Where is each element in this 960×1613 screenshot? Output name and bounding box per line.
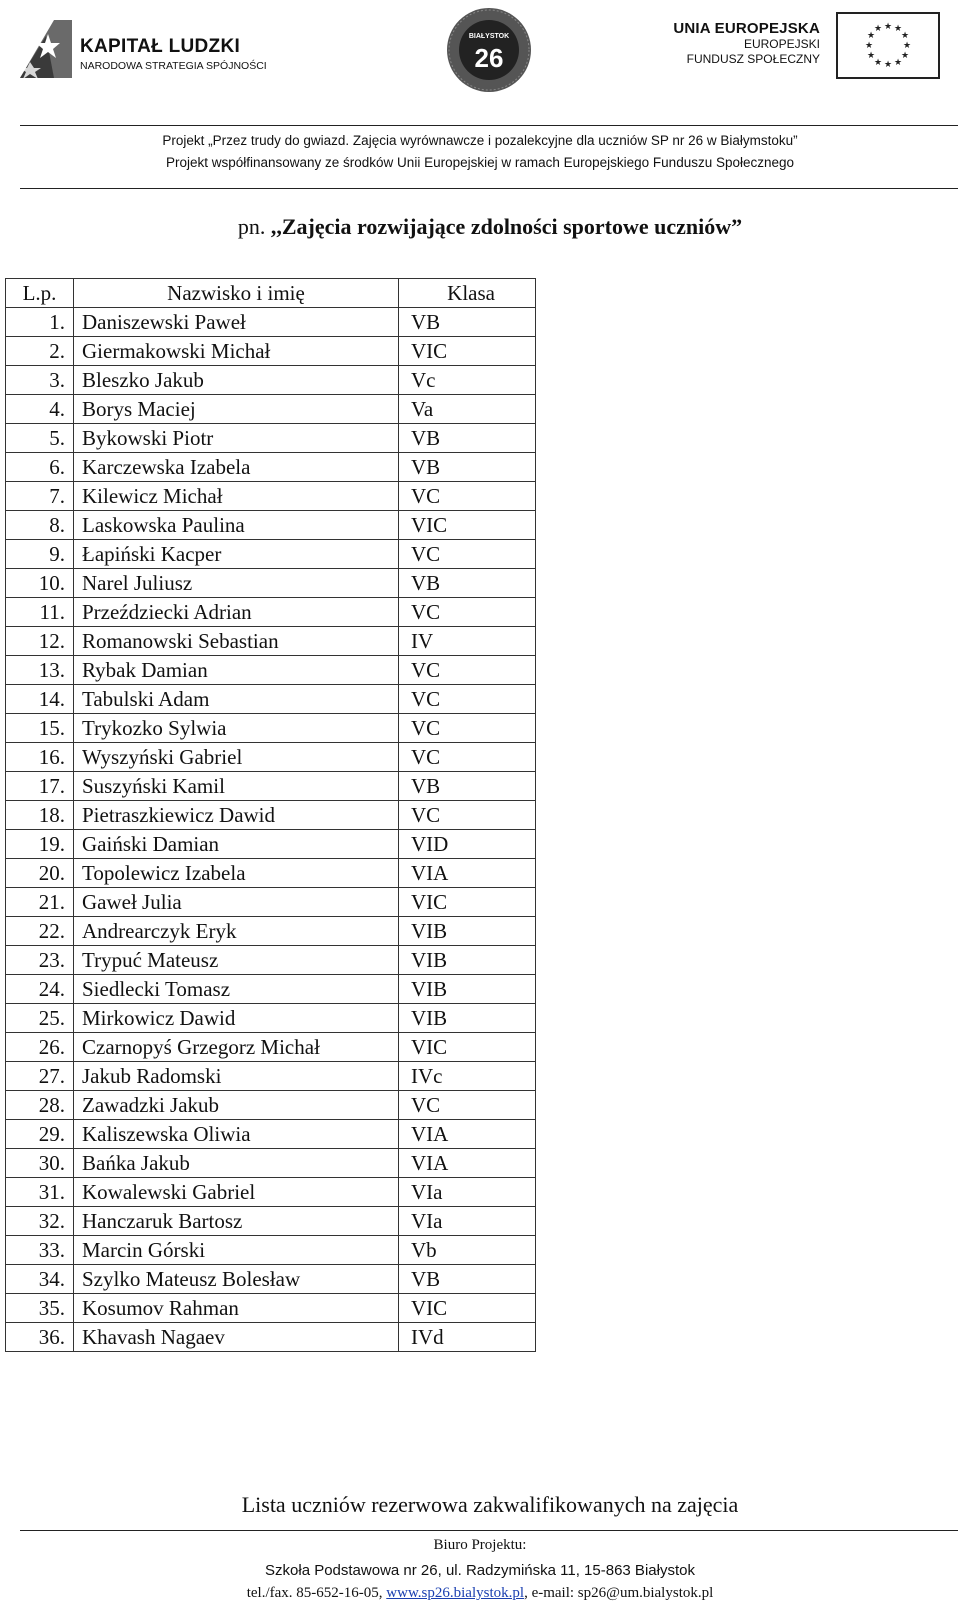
table-row [6, 1062, 536, 1091]
row-lp: 1. [6, 308, 74, 337]
row-name: Trypuć Mateusz [74, 946, 399, 975]
row-lp: 2. [6, 337, 74, 366]
row-name: Trykozko Sylwia [74, 714, 399, 743]
row-class: VIA [399, 859, 536, 888]
row-class: IVc [399, 1062, 536, 1091]
reserve-list-title: Lista uczniów rezerwowa zakwalifikowanych na zajęcia [241, 1492, 739, 1517]
row-name: Kaliszewska Oliwia [74, 1120, 399, 1149]
row-lp: 20. [6, 859, 74, 888]
row-name: Jakub Radomski [74, 1062, 399, 1091]
row-name: Narel Juliusz [74, 569, 399, 598]
row-lp: 3. [6, 366, 74, 395]
header-rule-bottom [20, 188, 958, 189]
row-name: Topolewicz Izabela [74, 859, 399, 888]
table-row [6, 366, 536, 395]
table-row [6, 772, 536, 801]
row-name: Szylko Mateusz Bolesław [74, 1265, 399, 1294]
row-lp: 9. [6, 540, 74, 569]
svg-text:★: ★ [902, 41, 912, 51]
row-name: Suszyński Kamil [74, 772, 399, 801]
kapital-ludzki-title: KAPITAŁ LUDZKI [80, 36, 241, 57]
row-lp: 14. [6, 685, 74, 714]
row-name: Daniszewski Paweł [74, 308, 399, 337]
table-row [6, 1323, 536, 1352]
row-class: VB [399, 424, 536, 453]
row-class: VIC [399, 1294, 536, 1323]
table-row [6, 656, 536, 685]
row-class: VIC [399, 511, 536, 540]
table-row [6, 569, 536, 598]
row-name: Siedlecki Tomasz [74, 975, 399, 1004]
badge-number: 26 [474, 43, 504, 73]
row-name: Zawadzki Jakub [74, 1091, 399, 1120]
svg-text:★: ★ [893, 58, 903, 68]
row-name: Rybak Damian [74, 656, 399, 685]
row-name: Bleszko Jakub [74, 366, 399, 395]
svg-text:★: ★ [864, 41, 874, 51]
footer-contact [0, 1585, 960, 1602]
row-name: Gaweł Julia [74, 888, 399, 917]
badge-city: BIAŁYSTOK [468, 33, 510, 40]
title-prefix: pn. [237, 214, 271, 239]
header-class: Klasa [399, 279, 536, 308]
row-class: VIB [399, 1004, 536, 1033]
table-header-row [6, 279, 536, 308]
row-lp: 15. [6, 714, 74, 743]
row-lp: 12. [6, 627, 74, 656]
row-lp: 7. [6, 482, 74, 511]
row-name: Kosumov Rahman [74, 1294, 399, 1323]
row-name: Kilewicz Michał [74, 482, 399, 511]
row-lp: 17. [6, 772, 74, 801]
student-table [5, 278, 536, 1352]
row-class: VC [399, 482, 536, 511]
table-row [6, 685, 536, 714]
row-lp: 8. [6, 511, 74, 540]
footer-website-link[interactable]: www.sp26.bialystok.pl [386, 1585, 525, 1601]
svg-text:★: ★ [883, 60, 893, 70]
table-row [6, 1265, 536, 1294]
table-row [6, 308, 536, 337]
row-lp: 27. [6, 1062, 74, 1091]
svg-text:★: ★ [893, 24, 903, 34]
row-name: Gaiński Damian [74, 830, 399, 859]
row-lp: 21. [6, 888, 74, 917]
table-row [6, 946, 536, 975]
table-row [6, 1091, 536, 1120]
footer-email: , e-mail: sp26@um.bialystok.pl [524, 1585, 714, 1601]
row-name: Marcin Górski [74, 1236, 399, 1265]
row-lp: 16. [6, 743, 74, 772]
row-class: VB [399, 1265, 536, 1294]
row-class: VC [399, 714, 536, 743]
row-name: Pietraszkiewicz Dawid [74, 801, 399, 830]
header-rule-top [20, 125, 958, 126]
table-row [6, 714, 536, 743]
svg-text:★: ★ [883, 22, 893, 32]
table-row [6, 1120, 536, 1149]
row-class: VC [399, 598, 536, 627]
row-name: Tabulski Adam [74, 685, 399, 714]
row-lp: 10. [6, 569, 74, 598]
row-class: VIB [399, 975, 536, 1004]
row-class: VB [399, 569, 536, 598]
row-name: Przeździecki Adrian [74, 598, 399, 627]
header-lp: L.p. [6, 279, 74, 308]
row-lp: 26. [6, 1033, 74, 1062]
row-class: VIa [399, 1178, 536, 1207]
table-row [6, 598, 536, 627]
row-class: VB [399, 453, 536, 482]
project-line-1: Projekt „Przez trudy do gwiazd. Zajęcia wyrównawcze i pozalekcyjne dla uczniów SP nr 26 w Białymstoku” [162, 133, 798, 148]
row-class: VC [399, 1091, 536, 1120]
row-name: Bańka Jakub [74, 1149, 399, 1178]
row-lp: 35. [6, 1294, 74, 1323]
row-lp: 6. [6, 453, 74, 482]
row-lp: 18. [6, 801, 74, 830]
row-class: Vb [399, 1236, 536, 1265]
row-class: VIC [399, 337, 536, 366]
table-row [6, 1004, 536, 1033]
row-name: Mirkowicz Dawid [74, 1004, 399, 1033]
row-class: VB [399, 308, 536, 337]
table-row [6, 337, 536, 366]
row-class: VC [399, 801, 536, 830]
row-class: Va [399, 395, 536, 424]
svg-text:★: ★ [866, 31, 876, 41]
row-lp: 28. [6, 1091, 74, 1120]
svg-text:★: ★ [873, 24, 883, 34]
row-lp: 34. [6, 1265, 74, 1294]
row-class: VIA [399, 1120, 536, 1149]
eu-flag-icon [836, 12, 940, 79]
row-lp: 11. [6, 598, 74, 627]
row-lp: 5. [6, 424, 74, 453]
table-row [6, 1294, 536, 1323]
row-class: VIC [399, 1033, 536, 1062]
row-class: Vc [399, 366, 536, 395]
svg-text:★: ★ [873, 58, 883, 68]
title-text: ,,Zajęcia rozwijające zdolności sportowe uczniów” [270, 214, 743, 239]
table-row [6, 975, 536, 1004]
row-class: VIC [399, 888, 536, 917]
row-lp: 24. [6, 975, 74, 1004]
row-lp: 22. [6, 917, 74, 946]
row-name: Giermakowski Michał [74, 337, 399, 366]
row-class: IVd [399, 1323, 536, 1352]
row-class: VIa [399, 1207, 536, 1236]
eu-text-block [670, 20, 820, 67]
row-name: Laskowska Paulina [74, 511, 399, 540]
table-row [6, 917, 536, 946]
table-row [6, 830, 536, 859]
project-line-2: Projekt współfinansowany ze środków Unii Europejskiej w ramach Europejskiego Funduszu Społecznego [165, 155, 795, 170]
row-lp: 29. [6, 1120, 74, 1149]
eu-line2: EUROPEJSKI [743, 37, 820, 51]
row-class: VC [399, 656, 536, 685]
table-row [6, 1207, 536, 1236]
row-lp: 30. [6, 1149, 74, 1178]
row-lp: 13. [6, 656, 74, 685]
document-title [0, 214, 960, 240]
footer-phone: tel./fax. 85-652-16-05, [246, 1585, 387, 1601]
table-row [6, 453, 536, 482]
row-name: Wyszyński Gabriel [74, 743, 399, 772]
row-lp: 36. [6, 1323, 74, 1352]
row-name: Andrearczyk Eryk [74, 917, 399, 946]
table-row [6, 743, 536, 772]
row-lp: 23. [6, 946, 74, 975]
row-lp: 31. [6, 1178, 74, 1207]
svg-text:★: ★ [866, 51, 876, 61]
row-class: VIA [399, 1149, 536, 1178]
kapital-ludzki-subtitle: NARODOWA STRATEGIA SPÓJNOŚCI [80, 60, 267, 72]
row-class: VC [399, 743, 536, 772]
table-row [6, 1178, 536, 1207]
table-row [6, 1033, 536, 1062]
row-name: Karczewska Izabela [74, 453, 399, 482]
table-row [6, 1236, 536, 1265]
eu-line3: FUNDUSZ SPOŁECZNY [686, 52, 820, 66]
row-lp: 4. [6, 395, 74, 424]
row-name: Borys Maciej [74, 395, 399, 424]
table-row [6, 859, 536, 888]
table-row [6, 801, 536, 830]
row-lp: 32. [6, 1207, 74, 1236]
eu-title: UNIA EUROPEJSKA [673, 20, 820, 37]
table-row [6, 1149, 536, 1178]
row-lp: 25. [6, 1004, 74, 1033]
table-row [6, 888, 536, 917]
footer-rule [20, 1530, 958, 1531]
table-body [6, 308, 536, 1352]
row-class: VC [399, 685, 536, 714]
row-class: VB [399, 772, 536, 801]
row-lp: 33. [6, 1236, 74, 1265]
row-class: VIB [399, 917, 536, 946]
table-row [6, 511, 536, 540]
row-name: Khavash Nagaev [74, 1323, 399, 1352]
footer-address: Szkoła Podstawowa nr 26, ul. Radzymińska 11, 15-863 Białystok [265, 1562, 695, 1579]
svg-text:★: ★ [900, 51, 910, 61]
table-row [6, 540, 536, 569]
row-class: VID [399, 830, 536, 859]
header-name: Nazwisko i imię [74, 279, 399, 308]
row-class: IV [399, 627, 536, 656]
row-class: VC [399, 540, 536, 569]
footer-office-label: Biuro Projektu: [433, 1537, 527, 1553]
row-class: VIB [399, 946, 536, 975]
table-row [6, 482, 536, 511]
row-name: Bykowski Piotr [74, 424, 399, 453]
row-name: Kowalewski Gabriel [74, 1178, 399, 1207]
svg-text:★: ★ [900, 31, 910, 41]
table-row [6, 627, 536, 656]
row-name: Romanowski Sebastian [74, 627, 399, 656]
table-row [6, 424, 536, 453]
table-row [6, 395, 536, 424]
row-lp: 19. [6, 830, 74, 859]
row-name: Hanczaruk Bartosz [74, 1207, 399, 1236]
row-name: Łapiński Kacper [74, 540, 399, 569]
row-name: Czarnopyś Grzegorz Michał [74, 1033, 399, 1062]
